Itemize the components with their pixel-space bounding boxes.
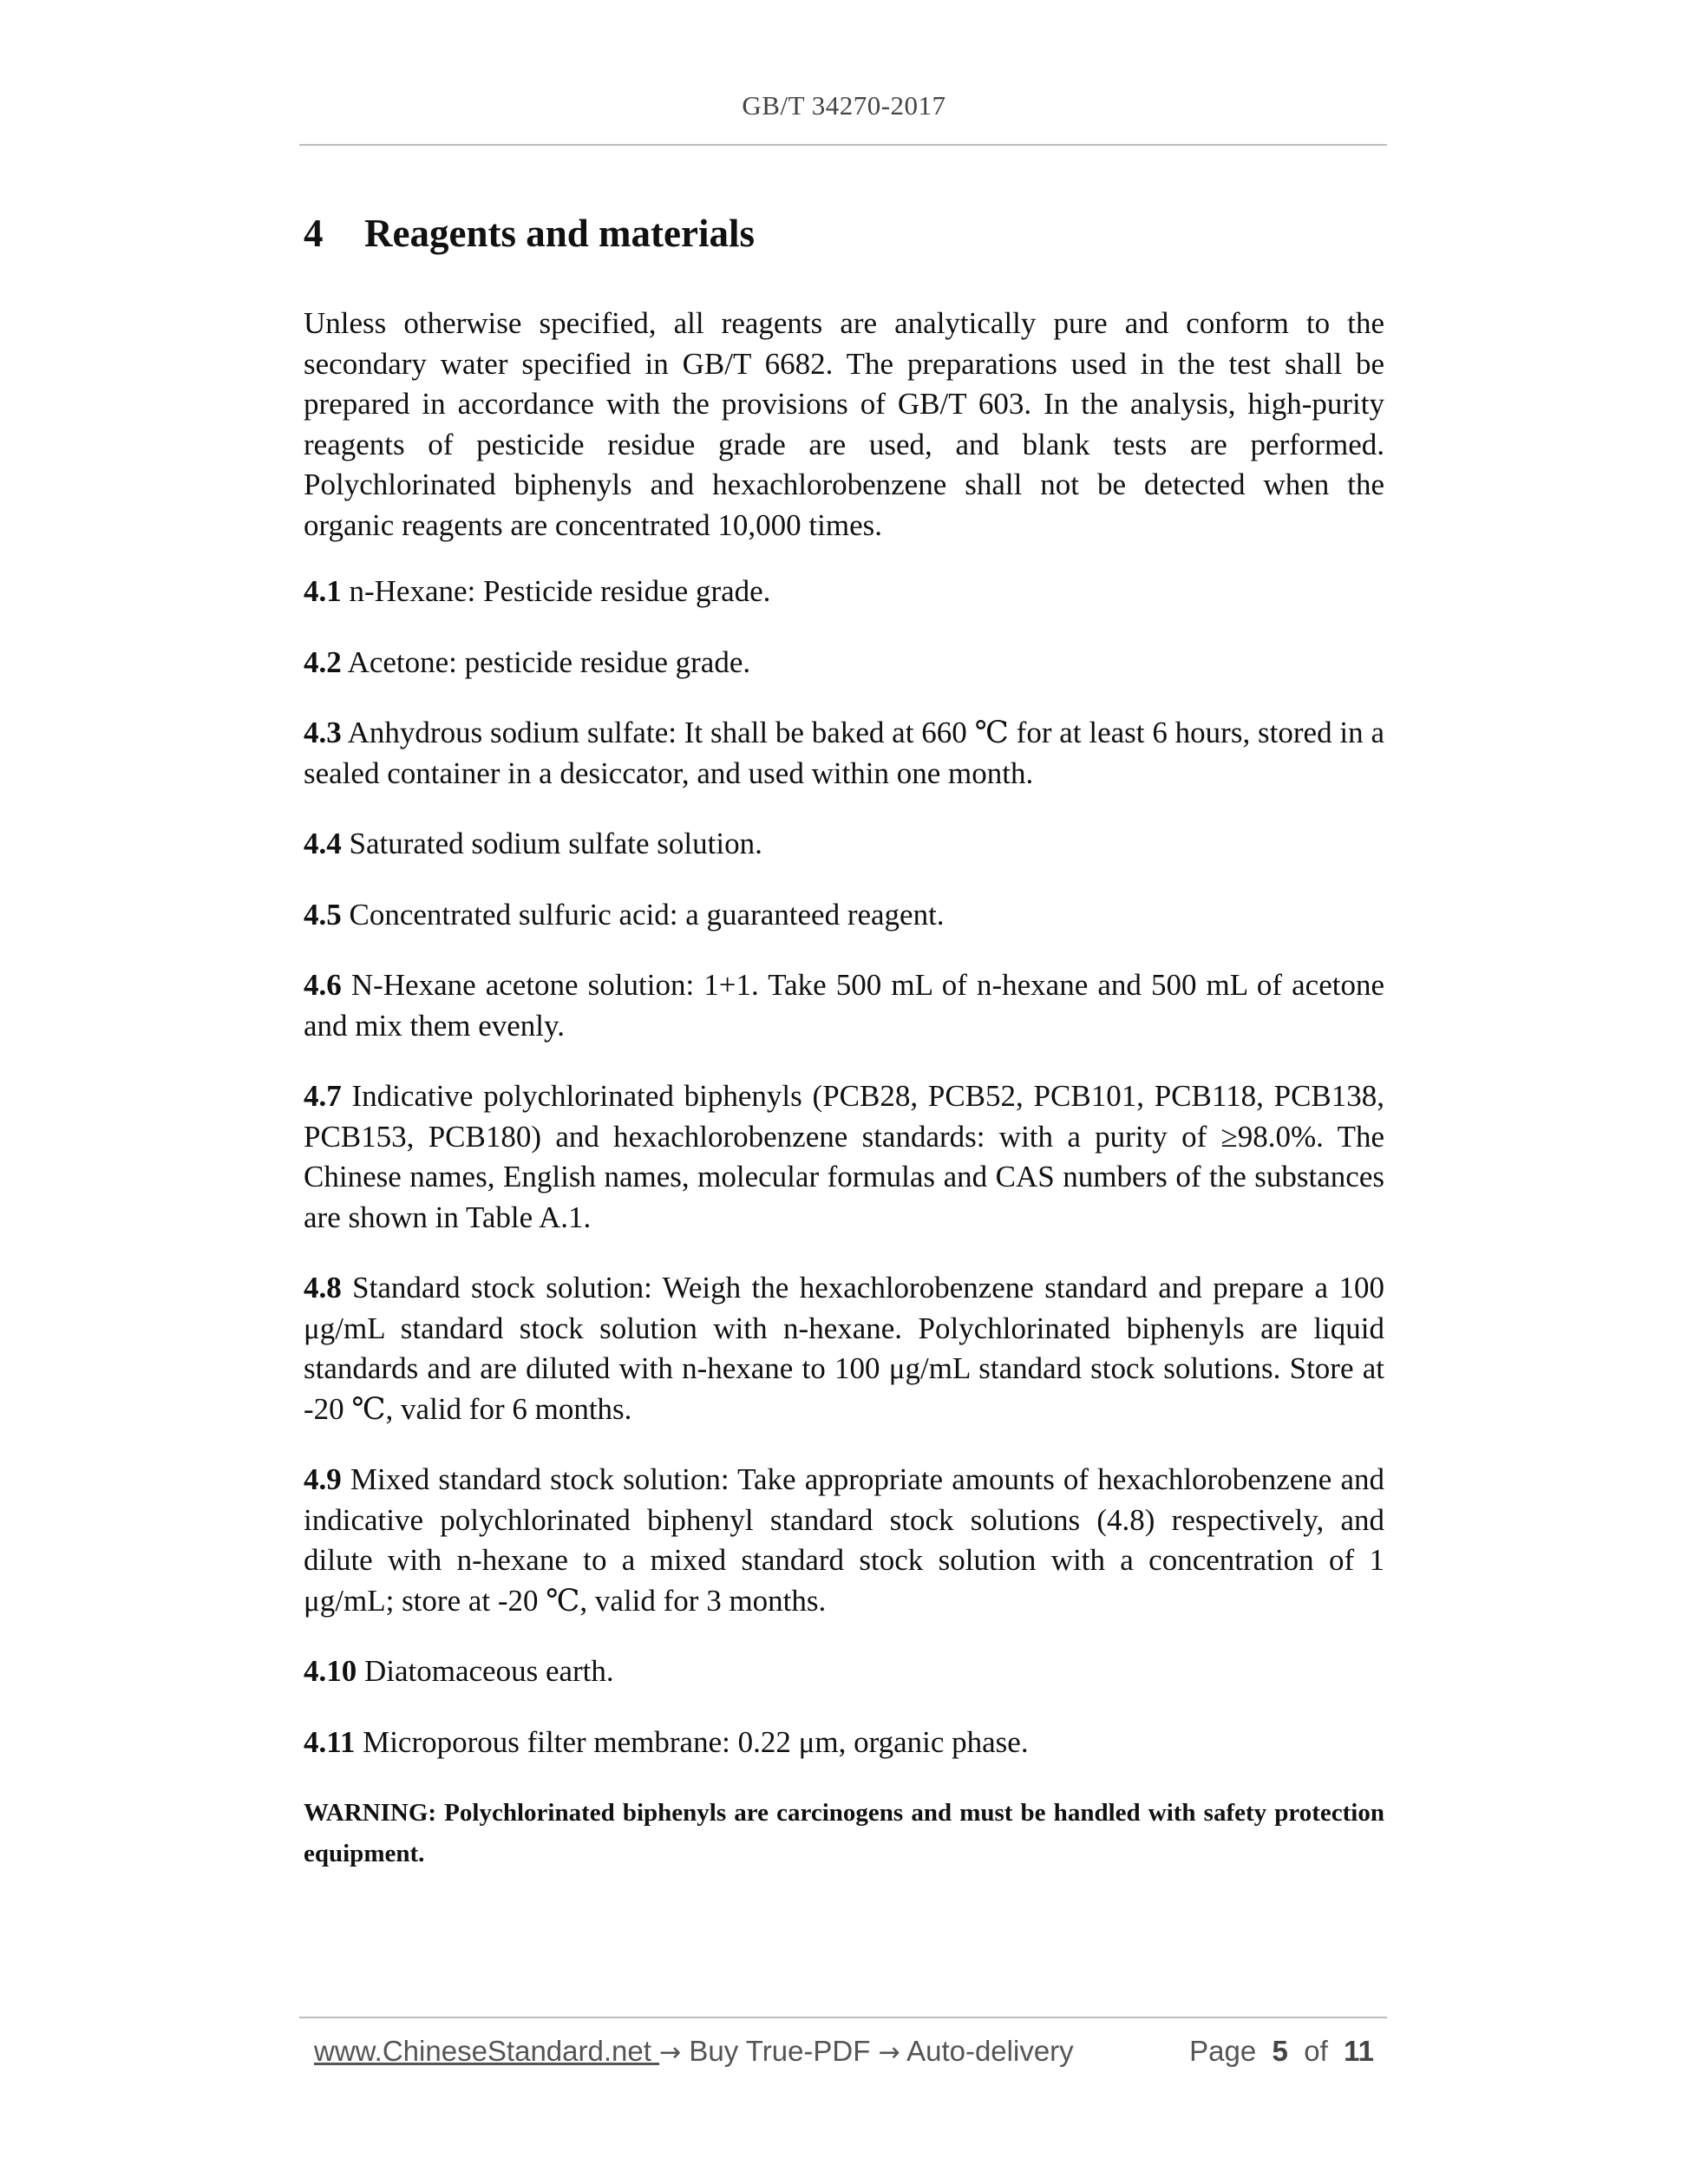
clause-text: Anhydrous sodium sulfate: It shall be baked at 660 ℃ for at least 6 hours, stored in a sealed container in a desiccator, and used within one month. xyxy=(304,716,1384,790)
clause-4-5 xyxy=(304,895,1384,936)
clause-4-1 xyxy=(304,572,1384,612)
footer-promo xyxy=(314,2035,1074,2068)
safety-warning: WARNING: Polychlorinated biphenyls are carcinogens and must be handled with safety protection equipment. xyxy=(304,1799,1384,1867)
clause-text: Diatomaceous earth. xyxy=(364,1654,614,1688)
clause-number: 4.2 xyxy=(304,644,342,679)
clause-number: 4.1 xyxy=(304,574,342,608)
page-footer xyxy=(314,2035,1374,2078)
page-number xyxy=(1189,2035,1374,2068)
section-heading xyxy=(304,211,755,256)
intro-paragraph: Unless otherwise specified, all reagents are analytically pure and conform to the secondary water specified in GB/T 6682. The preparations used in the test shall be prepared in accordance with the provisions of GB/T 603. In the analysis, high-purity reagents of pesticide residue grade are used, and blank tests are performed. Polychlorinated biphenyls and hexachlorobenzene shall not be detected when the organic reagents are concentrated 10,000 times. xyxy=(304,306,1384,542)
total-pages: 11 xyxy=(1344,2035,1374,2067)
clause-text: Standard stock solution: Weigh the hexachlorobenzene standard and prepare a 100 μg/mL standard stock solution with n-hexane. Polychlorinated biphenyls are liquid standards and are diluted with n-hexane to 100 μg/mL standard stock solutions. Store at -20 ℃, valid for 6 months. xyxy=(304,1271,1384,1426)
page-of-label: of xyxy=(1304,2035,1328,2067)
buy-true-pdf-text: Buy True-PDF xyxy=(681,2035,879,2067)
clause-4-4 xyxy=(304,824,1384,865)
clause-4-11 xyxy=(304,1723,1384,1763)
clause-number: 4.11 xyxy=(304,1724,356,1759)
clause-text: N-Hexane acetone solution: 1+1. Take 500 mL of n-hexane and 500 mL of acetone and mix them evenly. xyxy=(304,968,1385,1043)
clause-text: Mixed standard stock solution: Take appropriate amounts of hexachlorobenzene and indicative polychlorinated biphenyl standard stock solutions (4.8) respectively, and dilute with n-hexane to a mixed standard stock solution with a concentration of 1 μg/mL; store at -20 ℃, valid for 3 months. xyxy=(304,1462,1384,1618)
clause-text: Microporous filter membrane: 0.22 μm, organic phase. xyxy=(363,1724,1029,1759)
clause-number: 4.9 xyxy=(304,1462,342,1496)
clause-number: 4.5 xyxy=(304,897,342,932)
clause-number: 4.4 xyxy=(304,827,342,860)
site-link[interactable]: www.ChineseStandard.net xyxy=(314,2035,660,2067)
clause-text: Concentrated sulfuric acid: a guaranteed reagent. xyxy=(349,897,945,932)
clause-4-6 xyxy=(304,965,1384,1046)
clause-text: Saturated sodium sulfate solution. xyxy=(349,827,762,860)
clause-4-7 xyxy=(304,1076,1384,1238)
clause-number: 4.8 xyxy=(304,1271,342,1305)
section-body xyxy=(304,304,1384,1873)
clause-4-8 xyxy=(304,1268,1384,1429)
clause-4-3 xyxy=(304,713,1384,794)
section-title: Reagents and materials xyxy=(364,212,755,255)
footer-divider xyxy=(299,2017,1387,2018)
running-header: GB/T 34270-2017 xyxy=(742,90,946,121)
clause-4-2 xyxy=(304,643,1384,683)
clause-number: 4.7 xyxy=(304,1079,342,1113)
clause-number: 4.3 xyxy=(304,716,342,749)
arrow-right-icon: → xyxy=(659,2037,682,2068)
arrow-right-icon: → xyxy=(878,2037,900,2068)
auto-delivery-text: Auto-delivery xyxy=(900,2035,1074,2067)
section-number: 4 xyxy=(304,212,324,255)
current-page: 5 xyxy=(1272,2035,1288,2067)
clause-text: n-Hexane: Pesticide residue grade. xyxy=(349,574,771,608)
clause-4-9 xyxy=(304,1460,1384,1621)
clause-4-10 xyxy=(304,1651,1384,1692)
header-divider xyxy=(299,144,1387,146)
page-label: Page xyxy=(1189,2035,1257,2067)
clause-number: 4.10 xyxy=(304,1654,357,1688)
clause-number: 4.6 xyxy=(304,968,342,1002)
clause-text: Indicative polychlorinated biphenyls (PCB28, PCB52, PCB101, PCB118, PCB138, PCB153, PCB180) and hexachlorobenzene standards: with a purity of ≥98.0%. The Chinese names, English names, molecular formulas and CAS numbers of the substances are shown in Table A.1. xyxy=(304,1079,1385,1234)
clause-text: Acetone: pesticide residue grade. xyxy=(347,644,751,679)
